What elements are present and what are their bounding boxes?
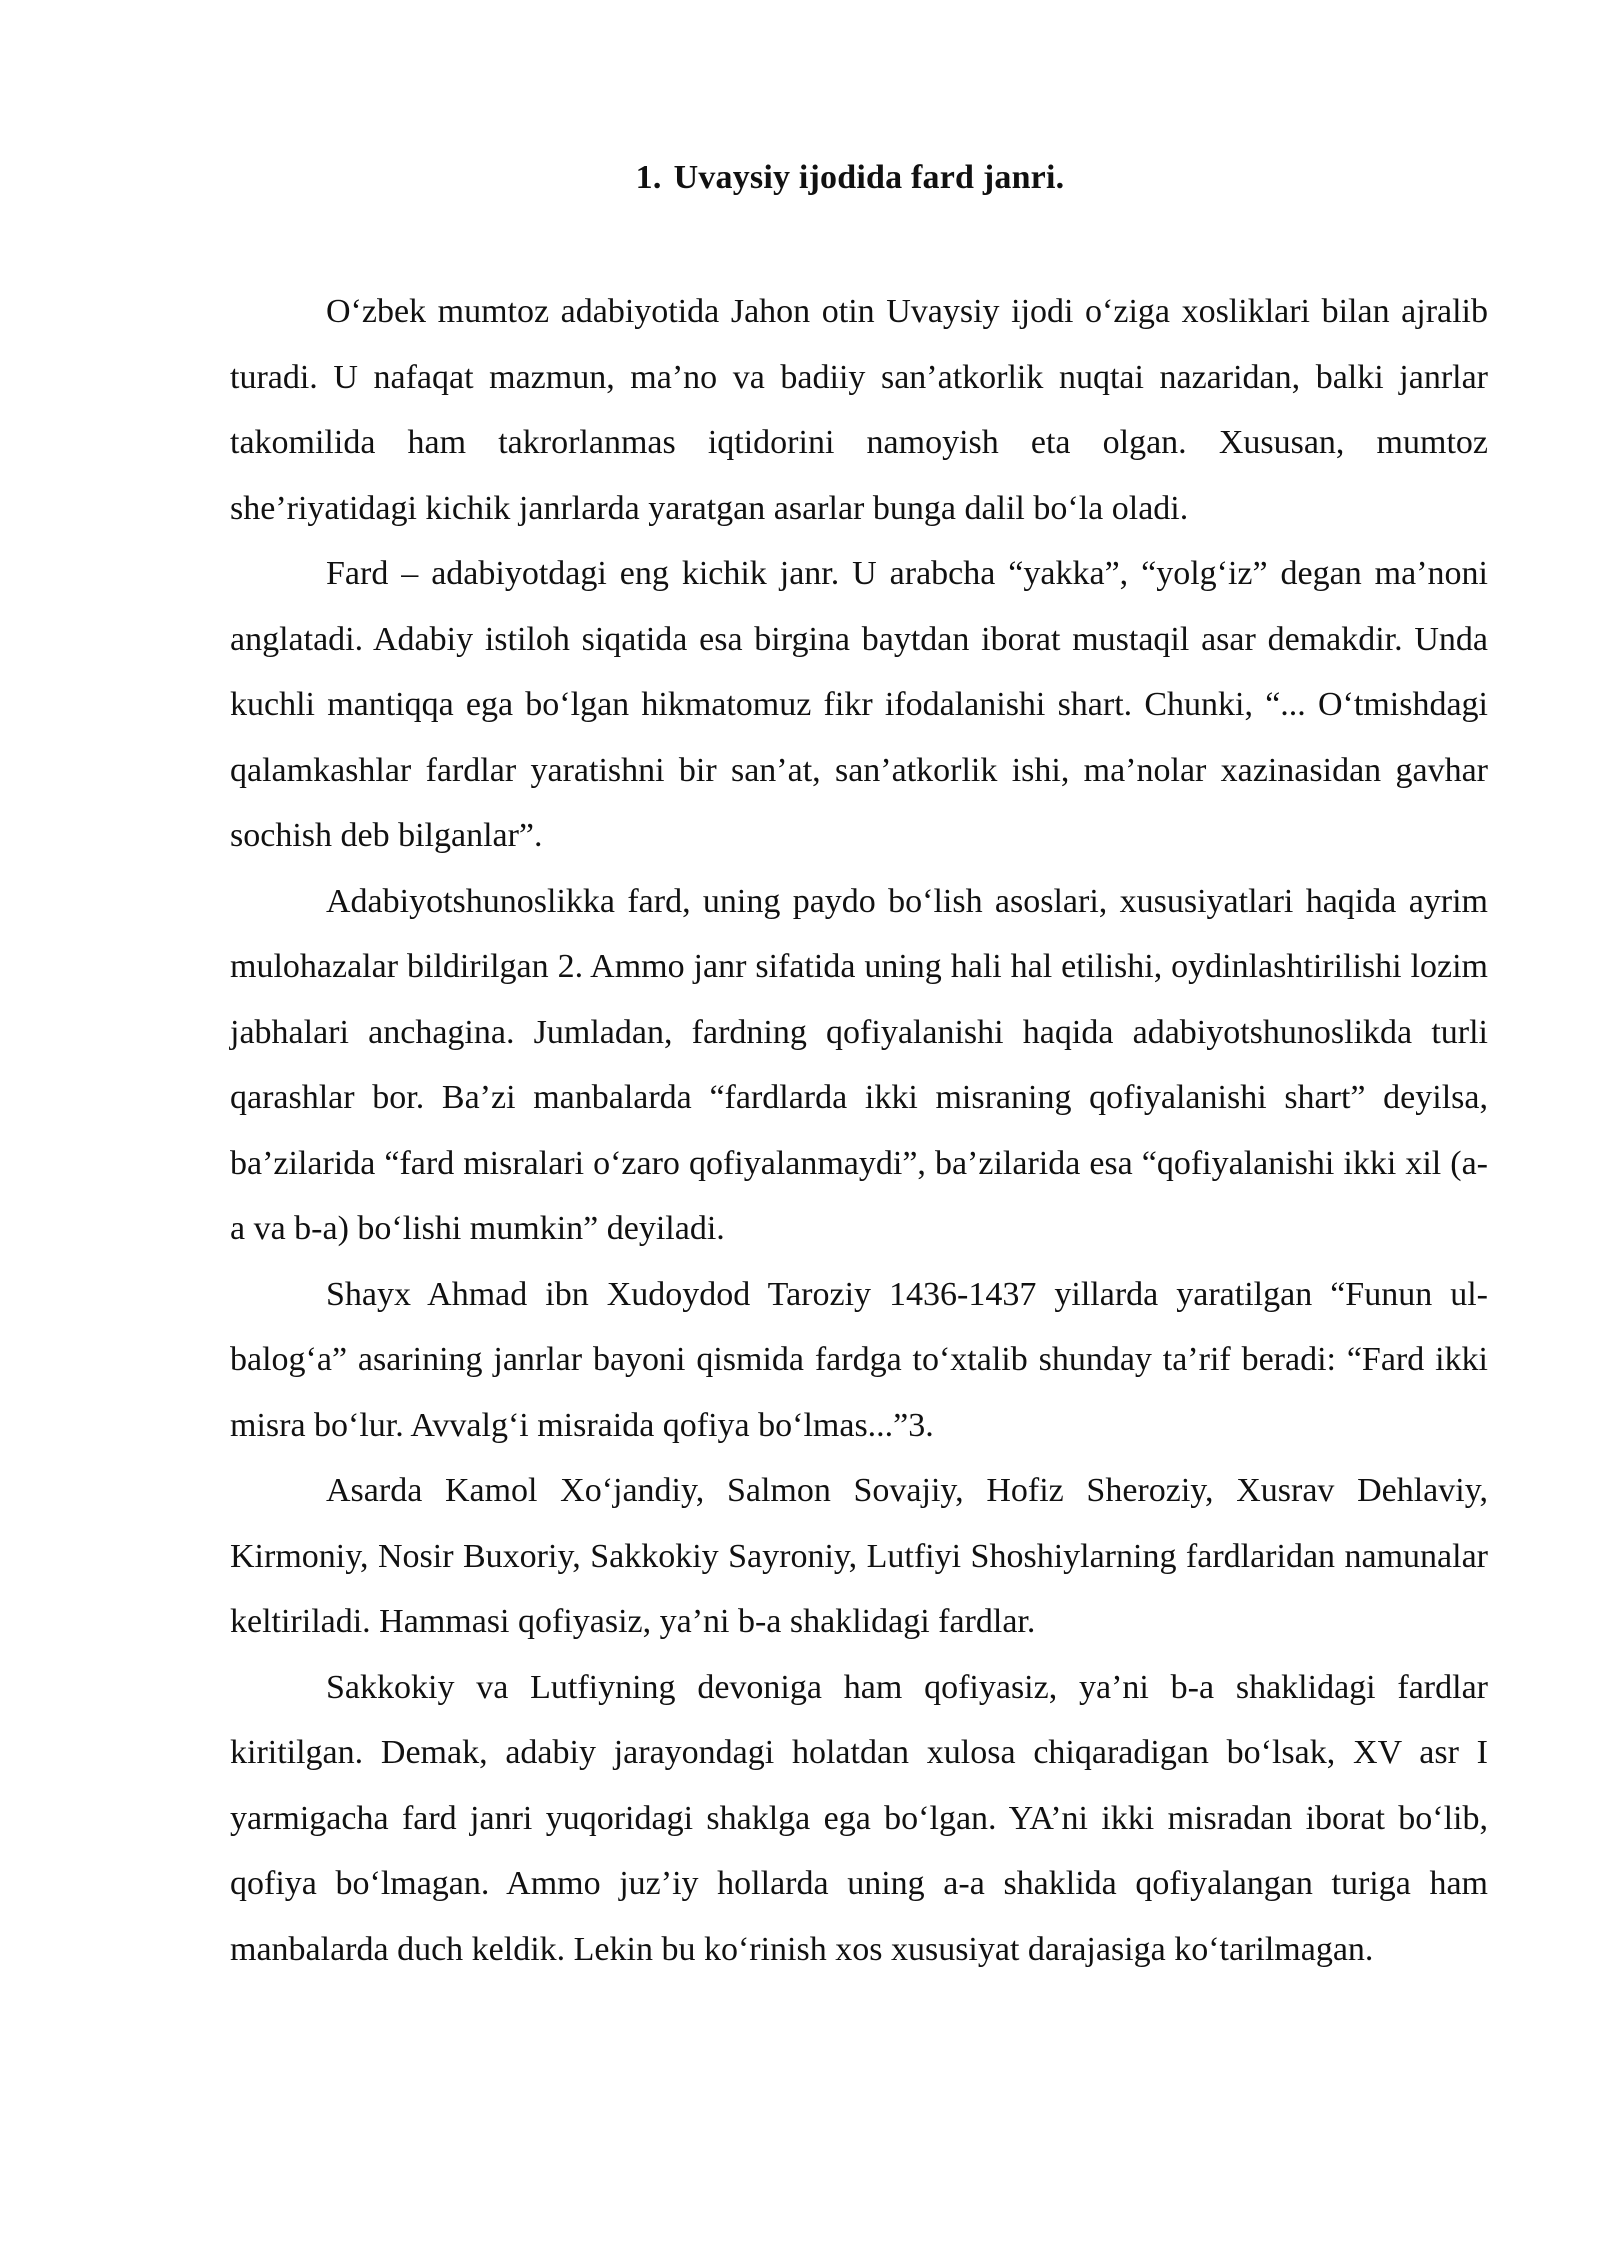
- paragraph-4: Shayx Ahmad ibn Xudoydod Taroziy 1436-1437 yillarda yaratilgan “Funun ul-balog‘a” asarining janrlar bayoni qismida fardga to‘xtalib shunday ta’rif beradi: “Fard ikki misra bo‘lur. Avvalg‘i misraida qofiya bo‘lmas...”3.: [230, 1275, 1488, 1444]
- section-title: Uvaysiy ijodida fard janri.: [673, 159, 1065, 196]
- section-number: 1.: [635, 159, 662, 196]
- section-heading: [0, 154, 1600, 202]
- paragraph-5: Asarda Kamol Xo‘jandiy, Salmon Sovajiy, Hofiz Sheroziy, Xusrav Dehlaviy, Kirmoniy, Nosir Buxoriy, Sakkokiy Sayroniy, Lutfiyi Shoshiylarning fardlaridan namunalar keltiriladi. Hammasi qofiyasiz, ya’ni b-a shaklidagi fardlar.: [230, 1472, 1488, 1640]
- paragraph-2: Fard – adabiyotdagi eng kichik janr. U arabcha “yakka”, “yolg‘iz” degan ma’noni anglatadi. Adabiy istiloh siqatida esa birgina baytdan iborat mustaqil asar demakdir. Unda kuchli mantiqqa ega bo‘lgan hikmatomuz fikr ifodalanishi shart. Chunki, “... O‘tmishdagi qalamkashlar fardlar yaratishni bir san’at, san’atkorlik ishi, ma’nolar xazinasidan gavhar sochish deb bilganlar”.: [230, 555, 1488, 854]
- paragraph-1: O‘zbek mumtoz adabiyotida Jahon otin Uvaysiy ijodi o‘ziga xosliklari bilan ajralib turadi. U nafaqat mazmun, ma’no va badiiy san’atkorlik nuqtai nazaridan, balki janrlar takomilida ham takrorlanmas iqtidorini namoyish eta olgan. Xususan, mumtoz she’riyatidagi kichik janrlarda yaratgan asarlar bunga dalil bo‘la oladi.: [230, 293, 1488, 527]
- paragraph-6: Sakkokiy va Lutfiyning devoniga ham qofiyasiz, ya’ni b-a shaklidagi fardlar kiritilgan. Demak, adabiy jarayondagi holatdan xulosa chiqaradigan bo‘lsak, XV asr I yarmigacha fard janri yuqoridagi shaklga ega bo‘lgan. YA’ni ikki misradan iborat bo‘lib, qofiya bo‘lmagan. Ammo juz’iy hollarda uning a-a shaklida qofiyalangan turiga ham manbalarda duch keldik. Lekin bu ko‘rinish xos xususiyat darajasiga ko‘tarilmagan.: [230, 1668, 1488, 1968]
- paragraph-3: Adabiyotshunoslikka fard, uning paydo bo‘lish asoslari, xususiyatlari haqida ayrim mulohazalar bildirilgan 2. Ammo janr sifatida uning hali hal etilishi, oydinlashtirilishi lozim jabhalari anchagina. Jumladan, fardning qofiyalanishi haqida adabiyotshunoslikda turli qarashlar bor. Ba’zi manbalarda “fardlarda ikki misraning qofiyalanishi shart” deyilsa, ba’zilarida “fard misralari o‘zaro qofiyalanmaydi”, ba’zilarida esa “qofiyalanishi ikki xil (a-a va b-a) bo‘lishi mumkin” deyiladi.: [230, 882, 1488, 1247]
- body-text: [230, 279, 1488, 1982]
